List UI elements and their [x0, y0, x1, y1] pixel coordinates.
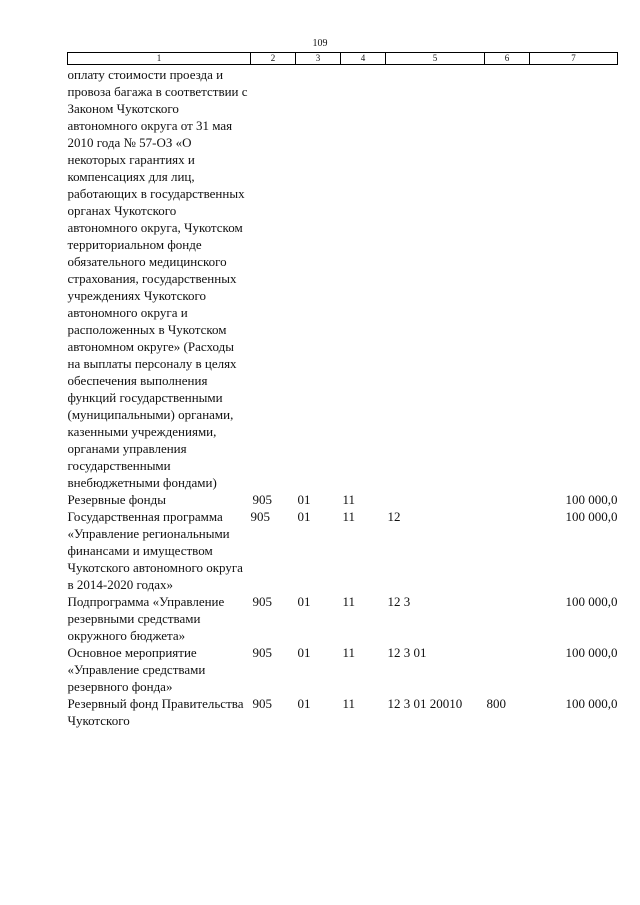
row-grbs: 905: [250, 509, 270, 524]
row-grbs: 905: [252, 492, 272, 507]
row-rz: 01: [297, 492, 311, 507]
row-pr: 11: [342, 509, 356, 524]
row-rz: 01: [297, 696, 311, 711]
row-vr: [485, 593, 530, 644]
table-row: [68, 593, 618, 644]
row-rz: 01: [297, 645, 311, 660]
row-grbs: 905: [252, 696, 272, 711]
row-csr: 12 3: [387, 594, 411, 609]
header-col-6: 6: [485, 53, 530, 65]
row-amount: [530, 65, 618, 492]
row-pr: 11: [342, 492, 356, 507]
row-amount: 100 000,0: [565, 509, 618, 524]
row-name: Основное мероприятие «Управление средствами резервного фонда»: [67, 645, 206, 694]
row-csr: 12: [387, 509, 401, 524]
row-grbs: 905: [252, 594, 272, 609]
row-csr: 12 3 01: [387, 645, 427, 660]
row-csr: [386, 491, 485, 508]
table-row: [68, 491, 618, 508]
row-vr: [485, 65, 530, 492]
row-vr: [485, 644, 530, 695]
page-number: 109: [312, 38, 328, 49]
header-row: [68, 53, 618, 65]
row-amount: 100 000,0: [565, 492, 618, 507]
row-name: Государственная программа «Управление региональными финансами и имуществом Чукотского автономного округа в 2014-2020 годах»: [67, 509, 243, 592]
header-col-2: 2: [251, 53, 296, 65]
row-name: Резервные фонды: [67, 492, 166, 507]
row-pr: 11: [342, 594, 356, 609]
row-grbs: 905: [252, 645, 272, 660]
row-csr: [386, 65, 485, 492]
header-col-4: 4: [341, 53, 386, 65]
row-amount: 100 000,0: [565, 594, 618, 609]
table-row: [68, 695, 618, 729]
row-pr: 11: [342, 645, 356, 660]
row-rz: [296, 65, 341, 492]
header-col-7: 7: [530, 53, 618, 65]
header-col-3: 3: [296, 53, 341, 65]
row-rz: 01: [297, 594, 311, 609]
row-vr: [485, 491, 530, 508]
table-body: [68, 65, 618, 730]
row-vr: 800: [486, 696, 506, 711]
row-name: оплату стоимости проезда и провоза багажа в соответствии с Законом Чукотского автономного округа от 31 мая 2010 года № 57-ОЗ «О некоторых гарантиях и компенсациях для лиц, работающих в государственных органах Чукотского автономного округа, Чукотском территориальном фонде обязательного медицинского страхования, государственных учреждениях Чукотского автономного округа и расположенных в Чукотском автономном округе» (Расходы на выплаты персоналу в целях обеспечения выполнения функций государственными (муниципальными) органами, казенными учреждениями, органами управления государственными внебюджетными фондами): [67, 67, 248, 490]
row-grbs: [251, 65, 296, 492]
row-amount: 100 000,0: [565, 696, 618, 711]
row-pr: 11: [342, 696, 356, 711]
table-row: [68, 644, 618, 695]
row-amount: 100 000,0: [565, 645, 618, 660]
budget-table: [67, 52, 618, 729]
row-vr: [485, 508, 530, 593]
row-name: Резервный фонд Правительства Чукотского: [67, 696, 244, 728]
row-rz: 01: [297, 509, 311, 524]
table-row: [68, 508, 618, 593]
header-col-1: 1: [68, 53, 251, 65]
table-header: [68, 53, 618, 65]
row-csr: 12 3 01 20010: [387, 696, 463, 711]
header-col-5: 5: [386, 53, 485, 65]
row-pr: [341, 65, 386, 492]
row-name: Подпрограмма «Управление резервными средствами окружного бюджета»: [67, 594, 225, 643]
table-row: [68, 65, 618, 492]
